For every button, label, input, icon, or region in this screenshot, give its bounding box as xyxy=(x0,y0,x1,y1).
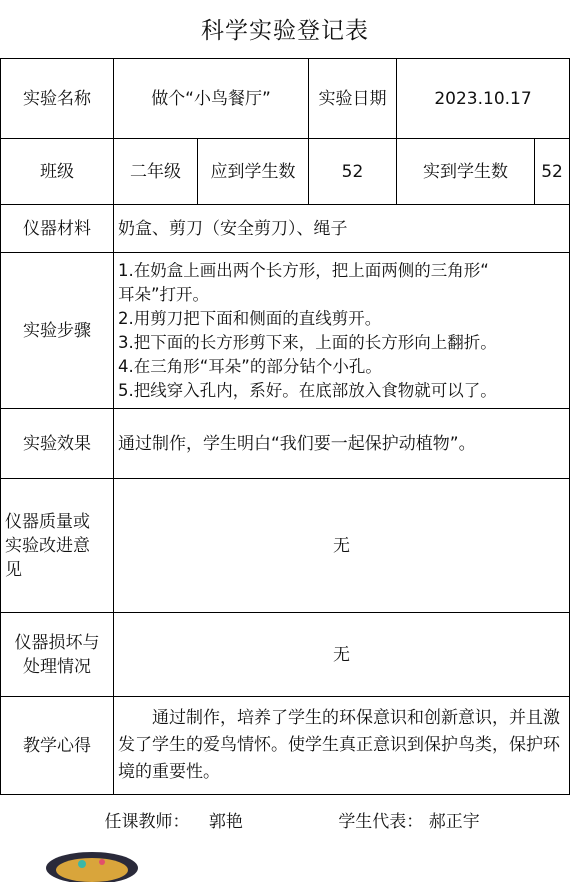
expected-students-value: 52 xyxy=(309,139,397,205)
experiment-name-value: 做个“小鸟餐厅” xyxy=(114,59,309,139)
steps-list xyxy=(114,253,570,409)
quality-label-line: 仪器质量或 xyxy=(5,511,90,532)
damage-value: 无 xyxy=(114,613,570,697)
experiment-registration-table xyxy=(0,4,570,849)
actual-students-label: 实到学生数 xyxy=(397,139,535,205)
quality-label-line: 见 xyxy=(5,559,22,580)
page-title: 科学实验登记表 xyxy=(1,4,570,59)
damage-label-line: 仪器损坏与 xyxy=(14,632,100,653)
decorative-image-fragment xyxy=(30,842,150,882)
step-line: 1.在奶盒上画出两个长方形，把上面两侧的三角形“ xyxy=(118,260,489,280)
reflection-label: 教学心得 xyxy=(1,697,114,795)
step-line: 2.用剪刀把下面和侧面的直线剪开。 xyxy=(118,308,382,328)
effect-label: 实验效果 xyxy=(1,409,114,479)
experiment-date-label: 实验日期 xyxy=(309,59,397,139)
damage-label-line: 处理情况 xyxy=(23,656,91,677)
teacher-name: 郭艳 xyxy=(208,812,243,832)
experiment-date-value: 2023.10.17 xyxy=(397,59,570,139)
effect-value: 通过制作，学生明白“我们要一起保护动植物”。 xyxy=(114,409,570,479)
class-value: 二年级 xyxy=(114,139,198,205)
quality-label-line: 实验改进意 xyxy=(5,535,90,556)
expected-students-label: 应到学生数 xyxy=(198,139,309,205)
quality-value: 无 xyxy=(114,479,570,613)
damage-label xyxy=(1,613,114,697)
step-line: 5.把线穿入孔内，系好。在底部放入食物就可以了。 xyxy=(118,380,497,400)
class-label: 班级 xyxy=(1,139,114,205)
signature-row xyxy=(1,795,570,850)
materials-value: 奶盒、剪刀（安全剪刀）、绳子 xyxy=(114,205,570,253)
step-line: 4.在三角形“耳朵”的部分钻个小孔。 xyxy=(118,356,382,376)
step-line: 3.把下面的长方形剪下来，上面的长方形向上翻折。 xyxy=(118,332,497,352)
experiment-name-label: 实验名称 xyxy=(1,59,114,139)
materials-label: 仪器材料 xyxy=(1,205,114,253)
teacher-label: 任课教师： xyxy=(104,812,190,832)
student-rep-label: 学生代表： xyxy=(338,812,424,832)
student-rep-name: 郝正宇 xyxy=(428,812,480,832)
actual-students-value: 52 xyxy=(535,139,570,205)
quality-label xyxy=(1,479,114,613)
reflection-text: 通过制作，培养了学生的环保意识和创新意识，并且激发了学生的爱鸟情怀。使学生真正意识到保护鸟类，保护环境的重要性。 xyxy=(114,697,570,795)
step-line: 耳朵”打开。 xyxy=(118,284,210,304)
steps-label: 实验步骤 xyxy=(1,253,114,409)
